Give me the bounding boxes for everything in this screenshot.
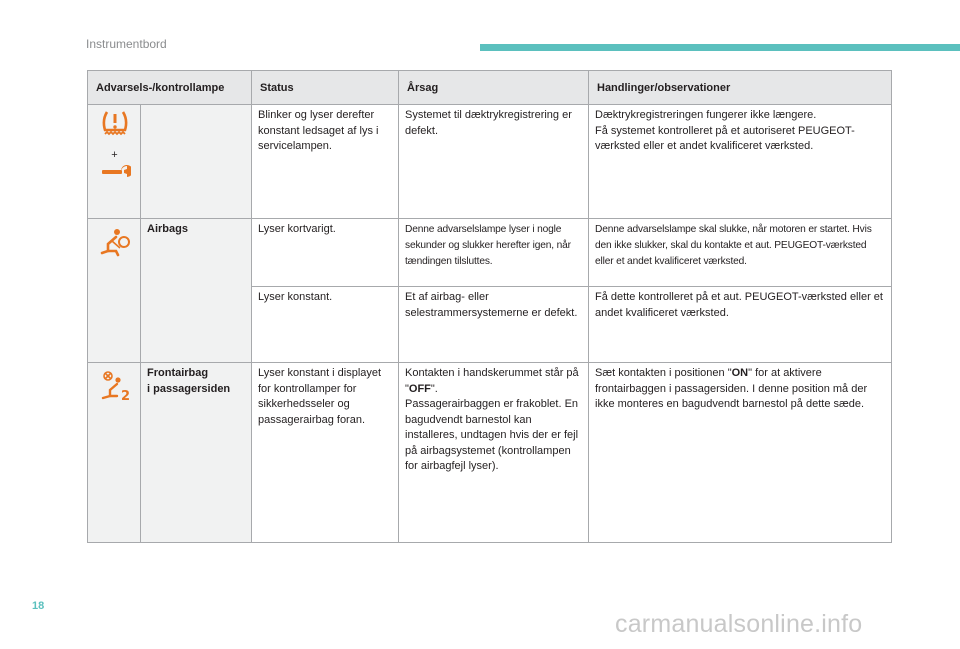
airbag-warning-icon	[98, 227, 132, 257]
tyre-pressure-warning-icon	[99, 108, 131, 138]
column-header-actions: Handlinger/observationer	[589, 71, 892, 105]
section-accent-bar	[480, 44, 960, 51]
cause-text-post: ".	[430, 382, 438, 395]
watermark: carmanualsonline.info	[615, 610, 863, 638]
status-cell: Blinker og lyser derefter konstant ledsaget af lys i servicelampen.	[252, 105, 399, 219]
lamp-name-line-2: i passagersiden	[147, 382, 231, 395]
page-number: 18	[32, 600, 45, 612]
icon-cell	[88, 105, 141, 219]
lamp-name-cell	[141, 363, 252, 543]
svg-text:2: 2	[120, 389, 130, 401]
action-text-pre: Sæt kontakten i positionen "	[595, 367, 732, 379]
status-cell: Lyser kortvarigt.	[252, 219, 399, 287]
action-cell: Få dette kontrolleret på et aut. PEUGEOT-værksted eller et andet kvalificeret værksted.	[589, 287, 892, 363]
status-cell: Lyser konstant i displayet for kontrollamper for sikkerhedsseler og passagerairbag foran.	[252, 363, 399, 543]
cause-cell: Denne advarselslampe lyser i nogle sekunder og slukker herefter igen, når tændingen tilsluttes.	[399, 219, 589, 287]
action-text-1: Dæktrykregistreringen fungerer ikke længere.	[595, 109, 817, 121]
column-header-lamp: Advarsels-/kontrollampe	[88, 71, 252, 105]
lamp-name-cell	[141, 105, 252, 219]
icon-separator: +	[111, 148, 118, 161]
table-header-row	[88, 71, 892, 105]
service-wrench-icon	[99, 164, 131, 180]
status-cell: Lyser konstant.	[252, 287, 399, 363]
action-cell	[589, 363, 892, 543]
cause-cell	[399, 363, 589, 543]
section-title: Instrumentbord	[86, 37, 167, 51]
cause-cell: Et af airbag- eller selestrammersystemerne er defekt.	[399, 287, 589, 363]
action-cell: Denne advarselslampe skal slukke, når motoren er startet. Hvis den ikke slukker, skal du kontakte et aut. PEUGEOT-værksted eller et andet kvalificeret værksted.	[589, 219, 892, 287]
table-row	[88, 105, 892, 219]
column-header-status: Status	[252, 71, 399, 105]
action-cell	[589, 105, 892, 219]
warning-lamps-table	[87, 70, 892, 543]
cause-text-pre: Kontakten i handskerummet står på "	[405, 367, 579, 395]
column-header-cause: Årsag	[399, 71, 589, 105]
icon-cell	[88, 363, 141, 543]
table-row	[88, 363, 892, 543]
lamp-name-line-1: Frontairbag	[147, 367, 209, 379]
table-row	[88, 219, 892, 287]
lamp-name-cell: Airbags	[141, 219, 252, 363]
action-switch-on: ON	[731, 367, 749, 379]
cause-switch-off: OFF	[408, 382, 431, 395]
cause-cell: Systemet til dæktrykregistrering er defekt.	[399, 105, 589, 219]
action-text-post: " for at aktivere frontairbaggen i passagersiden. I denne position må der ikke monteres en bagudvendt barnestol på dette sæde.	[595, 367, 868, 410]
cause-text-rest: Passagerairbaggen er frakoblet. En bagudvendt barnestol kan installeres, undtagen hvis der er fejl på airbagsystemet (kontrollampen for airbagfejl lyser).	[405, 398, 579, 472]
action-text-2: Få systemet kontrolleret på et autoriseret PEUGEOT-værksted eller et andet kvalificeret værksted.	[595, 124, 855, 152]
icon-cell	[88, 219, 141, 363]
passenger-airbag-off-icon	[97, 371, 133, 401]
